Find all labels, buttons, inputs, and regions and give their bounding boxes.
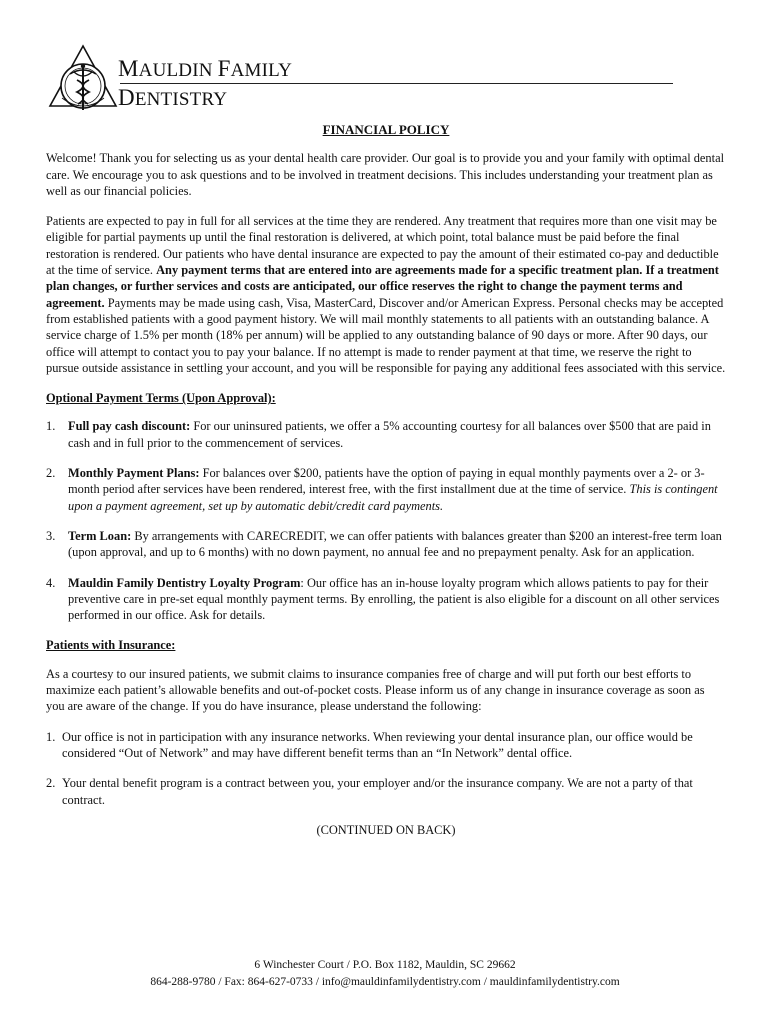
- item-text: [68, 465, 726, 514]
- item-body: For our uninsured patients, we offer a 5% accounting courtesy for all balances over $500 that are paid in cash and in full prior to the commencement of services.: [68, 419, 711, 450]
- practice-name: [118, 58, 292, 111]
- item-text: [68, 528, 726, 561]
- item-title: Monthly Payment Plans:: [68, 466, 200, 481]
- payment-terms-bold: Any payment terms that are entered into are agreements made for a specific treatment plan. If a treatment plan changes, or further services and costs are anticipated, our office reserves the right to change the payment terms and agreement.: [46, 263, 719, 310]
- footer-contact: 864-288-9780 / Fax: 864-627-0733 / info@mauldinfamilydentistry.com / mauldinfamilydentistry.com: [150, 976, 620, 988]
- item-number: 4.: [46, 575, 56, 590]
- intro-paragraph: Welcome! Thank you for selecting us as your dental health care provider. Our goal is to provide you and your family with optimal dental care. We encourage you to ask questions and to be involved in treatment decisions. This includes understanding your treatment plan as well as our financial policies.: [46, 151, 725, 198]
- list-item: [46, 729, 726, 762]
- list-item: [46, 575, 726, 624]
- item-number: 1.: [46, 419, 56, 434]
- list-item: [46, 775, 726, 808]
- list-item: [46, 528, 726, 561]
- item-title: Term Loan:: [68, 528, 132, 543]
- brand-line-1: MAULDIN FAMILY: [118, 56, 293, 81]
- footer-address: 6 Winchester Court / P.O. Box 1182, Mauldin, SC 29662: [254, 959, 516, 971]
- item-body: : Our office has an in-house loyalty program which allows patients to pay for their preventive care in pre-set equal monthly payment terms. By enrolling, the patient is also eligible for a discount on all other services performed in our office. Ask for details.: [68, 575, 720, 623]
- list-item: [46, 465, 726, 514]
- item-text: Our office is not in participation with any insurance networks. When reviewing your dental insurance plan, our office would be considered “Out of Network” and may have different benefit terms than an “In Network” dental office.: [62, 729, 693, 760]
- item-note: This is contingent upon a payment agreement, set up by automatic debit/credit card payments.: [68, 482, 718, 513]
- header-rule: [120, 83, 673, 84]
- payment-paragraph: [46, 213, 726, 376]
- brand-line-2: DENTISTRY: [118, 85, 228, 110]
- footer: [0, 957, 770, 991]
- payment-text-1: Patients are expected to pay in full for all services at the time they are rendered. Any treatment that requires more than one visit may be eligible for partial payments up until the final restoration is delivered, at which point, total balance must be paid before the final restoration is rendered. Our patients who have dental insurance are expected to pay the amount of their estimated co-pay and deductible at the time of service.: [46, 214, 719, 278]
- policy-content: [46, 122, 726, 838]
- payment-text-2: Payments may be made using cash, Visa, MasterCard, Discover and/or American Express. Personal checks may be accepted from established patients with a good payment history. We will mail monthly statements to all patients with an outstanding balance. A service charge of 1.5% per month (18% per annum) will be applied to any outstanding balance of 90 days or more. After 90 days, our office will attempt to contact you to pay your balance. If no attempt is made to render payment at that time, we reserve the right to pursue outside assistance in settling your account, and you will be responsible for paying any additional fees associated with this service.: [46, 295, 726, 375]
- item-text: [68, 575, 726, 624]
- item-body: For balances over $200, patients have the option of paying in equal monthly payments over a 2- or 3-month period after services have been rendered, interest free, with the first installment due at the time of service.: [68, 466, 705, 497]
- insurance-intro: As a courtesy to our insured patients, we submit claims to insurance companies free of charge and will put forth our best efforts to maximize each patient’s allowable benefits and out-of-pocket costs. Please inform us of any change in insurance coverage as soon as you are aware of the change. If you do have insurance, please understand the following:: [46, 666, 705, 714]
- document-title: FINANCIAL POLICY: [322, 122, 450, 137]
- item-number: 3.: [46, 528, 56, 543]
- optional-terms-heading: Optional Payment Terms (Upon Approval):: [46, 391, 276, 406]
- caduceus-logo-icon: [48, 44, 118, 116]
- item-number: 1.: [46, 729, 56, 744]
- item-text: [68, 418, 726, 451]
- item-text: Your dental benefit program is a contract between you, your employer and/or the insurance company. We are not a party of that contract.: [62, 776, 693, 807]
- insurance-heading: Patients with Insurance:: [46, 638, 176, 653]
- list-item: [46, 418, 726, 451]
- item-number: 2.: [46, 776, 56, 791]
- item-title: Full pay cash discount:: [68, 419, 191, 434]
- item-body: By arrangements with CARECREDIT, we can offer patients with balances greater than $200 an interest-free term loan (upon approval, and up to 6 months) with no down payment, no annual fee and no prepayment penalty. Ask for an application.: [68, 528, 722, 560]
- item-number: 2.: [46, 466, 56, 481]
- item-title: Mauldin Family Dentistry Loyalty Program: [68, 575, 301, 590]
- continued-note: (CONTINUED ON BACK): [316, 822, 456, 837]
